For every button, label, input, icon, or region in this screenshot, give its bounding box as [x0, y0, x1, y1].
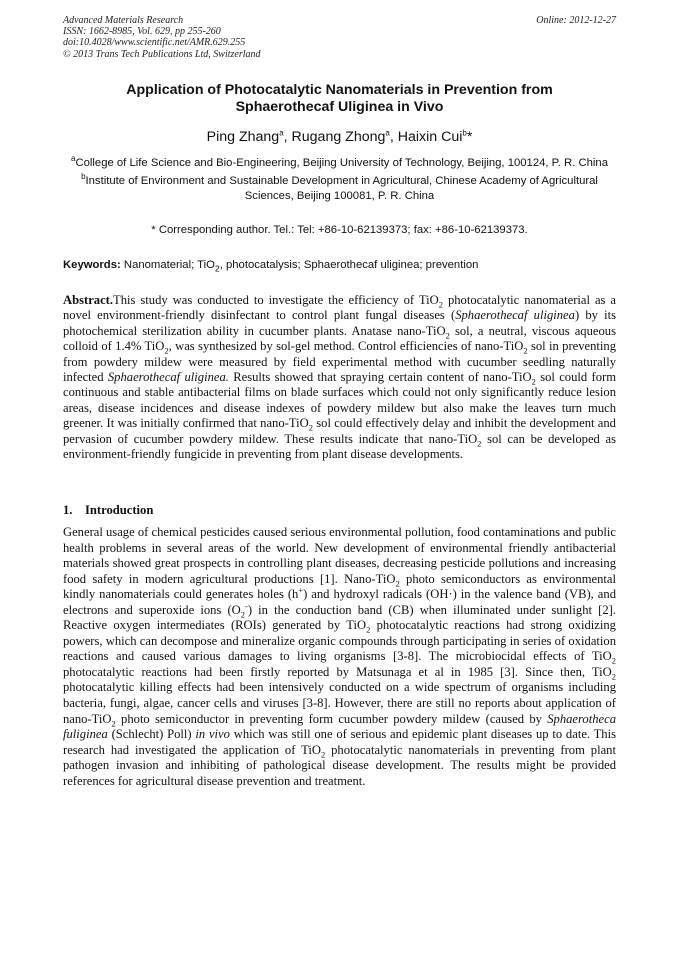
journal-name: Advanced Materials Research	[63, 15, 184, 26]
subscript: 2	[164, 345, 169, 356]
journal-copyright: © 2013 Trans Tech Publications Ltd, Switzerland	[63, 48, 261, 60]
affiliation-mark: a	[71, 154, 76, 164]
journal-doi: doi:10.4028/www.scientific.net/AMR.629.255	[63, 37, 246, 49]
affiliation-mark: b	[81, 172, 86, 182]
subscript: 2	[523, 345, 528, 356]
section-number: 1.	[63, 503, 73, 517]
subscript: 2	[366, 624, 371, 635]
section-heading	[63, 503, 153, 518]
section-title: Introduction	[85, 503, 154, 517]
body-text: photocatalytic nanomaterials in preventing from plant pathogen invasion and inhibiting of pathological disease development. The results might be provided references for agricultural disease prevention and treatment.	[63, 742, 616, 788]
corresponding-author: * Corresponding author. Tel.: Tel: +86-10-62139373; fax: +86-10-62139373.	[151, 224, 528, 236]
title-line-1: Application of Photocatalytic Nanomaterials in Prevention from	[126, 82, 553, 98]
body-text: (Schlecht) Poll)	[107, 727, 196, 742]
title-line-2: Sphaerothecaf Uliginea in Vivo	[235, 99, 444, 115]
abstract-text: sol could form continuous and stable antibacterial films on blade surfaces which could not only significantly reduce lesion areas, disease incidences and disease indexes of powdery mildew but also make the leaves turn much greener. It was initially confirmed that nano-TiO	[63, 370, 616, 431]
subscript: 2	[240, 609, 245, 620]
keywords	[63, 258, 616, 273]
author-mark: a	[385, 128, 390, 138]
keywords-label: Keywords:	[63, 259, 121, 271]
body-text: photocatalytic reactions had been firstly reported by Matsunaga et al in 1985 [3]. Since then, TiO	[63, 664, 612, 679]
author-mark: a	[279, 128, 284, 138]
author-name: Rugang Zhong	[291, 129, 386, 145]
body-text: photo semiconductors as environmental kindly nanomaterials could generates holes (h	[63, 571, 616, 602]
subscript: 2	[308, 422, 313, 433]
superscript: +	[298, 585, 304, 595]
running-header	[63, 15, 616, 60]
abstract-text: Results showed that spraying certain content of nano-TiO	[228, 370, 532, 385]
affiliation-text: Institute of Environment and Sustainable Development in Agricultural, Chinese Academy of Agricultural Sciences, Beijing 100081, P. R. China	[85, 175, 598, 203]
keywords-text: Nanomaterial; TiO	[120, 259, 215, 271]
author-separator: ,	[389, 129, 398, 145]
abstract-text: photocatalytic nanomaterial as a novel environment-friendly disinfectant to control plant fungal diseases (	[63, 293, 617, 323]
superscript: -	[245, 600, 248, 611]
affiliations	[63, 156, 616, 208]
body-text: photocatalytic killing effects had been intensively conducted on a wide spectrum of organisms including bacteria, fungi, algae, cancer cells and viruses [3-8]. However, there are still no reports about application of nano-TiO	[63, 680, 616, 726]
subscript: 2	[438, 299, 443, 310]
body-text: ) in the conduction band (CB) when illuminated under sunlight [2]. Reactive oxygen intermediates (ROIs) generated by TiO	[63, 602, 616, 633]
subscript: 2	[214, 263, 220, 274]
species-name: Sphaerotheca fuliginea	[63, 711, 616, 742]
subscript: 2	[531, 376, 536, 387]
in-vivo-term: in vivo	[195, 727, 230, 742]
keywords-text: , photocatalysis; Sphaerothecaf uliginea; prevention	[219, 259, 479, 271]
affiliation-text: College of Life Science and Bio-Engineering, Beijing University of Technology, Beijing, 100124, P. R. China	[75, 157, 608, 169]
species-name: Sphaerothecaf uliginea.	[107, 370, 229, 385]
paper-title	[63, 82, 616, 116]
species-name: Sphaerothecaf uliginea	[455, 308, 575, 323]
affiliation	[63, 156, 616, 171]
abstract	[63, 293, 616, 462]
abstract-label: Abstract.	[63, 293, 114, 307]
author-separator: ,	[283, 129, 292, 145]
subscript: 2	[320, 749, 326, 760]
abstract-text: sol in preventing from powdery mildew were measured by field experimental method with cucumber seedling naturally infected	[63, 339, 617, 385]
body-text: photo semiconductor in preventing form cucumber powdery mildew (caused by	[115, 711, 548, 726]
affiliation	[63, 174, 616, 204]
subscript: 2	[611, 671, 616, 682]
abstract-text: sol could effectively delay and inhibit the development and pervasion of cucumber powdery mildew. These results indicate that nano-TiO	[63, 416, 616, 446]
introduction-paragraph	[63, 525, 616, 789]
author-name: Haixin Cui	[397, 129, 463, 145]
subscript: 2	[445, 330, 450, 341]
abstract-text: ) by its photochemical sterilization ability in cucumber plants. Anatase nano-TiO	[63, 308, 617, 338]
journal-info	[63, 15, 616, 60]
author-mark: b	[462, 128, 467, 138]
abstract-text: This study was conducted to investigate the efficiency of TiO	[113, 293, 439, 307]
body-text: which was still one of serious and epidemic plant diseases up to date. This research had investigated the application of TiO	[63, 727, 617, 757]
author-name: Ping Zhang	[206, 129, 280, 145]
online-date: Online: 2012-12-27	[536, 15, 616, 26]
subscript: 2	[611, 655, 616, 666]
abstract-text: sol can be developed as environment-friendly fungicide in preventing from plant disease developments.	[63, 431, 617, 462]
subscript: 2	[477, 438, 482, 449]
author-separator: *	[466, 129, 473, 145]
body-text: General usage of chemical pesticides caused serious environmental pollution, food contaminations and public health problems in several areas of the world. New development of environmental friendly antibacterial materials showed great prospects in controlling plant diseases, decreasing pesticide pollutions and increasing food safety in modern agricultural productions [1]. Nano-TiO	[63, 525, 616, 586]
body-text: photocatalytic reactions had strong oxidizing powers, which can decompose and mineralize organic compounds through participating in series of oxidation reactions and caused various damages to living organisms [3-8]. The microbiocidal effects of TiO	[63, 618, 616, 664]
journal-issn: ISSN: 1662-8985, Vol. 629, pp 255-260	[63, 26, 221, 38]
author-list	[63, 128, 616, 146]
subscript: 2	[111, 718, 116, 729]
abstract-text: sol, a neutral, viscous aqueous colloid of 1.4% TiO	[63, 323, 616, 354]
abstract-text: , was synthesized by sol-gel method. Control efficiencies of nano-TiO	[168, 339, 524, 354]
body-text: ) and hydroxyl radicals (OH·) in the valence band (VB), and electrons and superoxide ions (O	[63, 587, 616, 617]
subscript: 2	[395, 578, 400, 589]
